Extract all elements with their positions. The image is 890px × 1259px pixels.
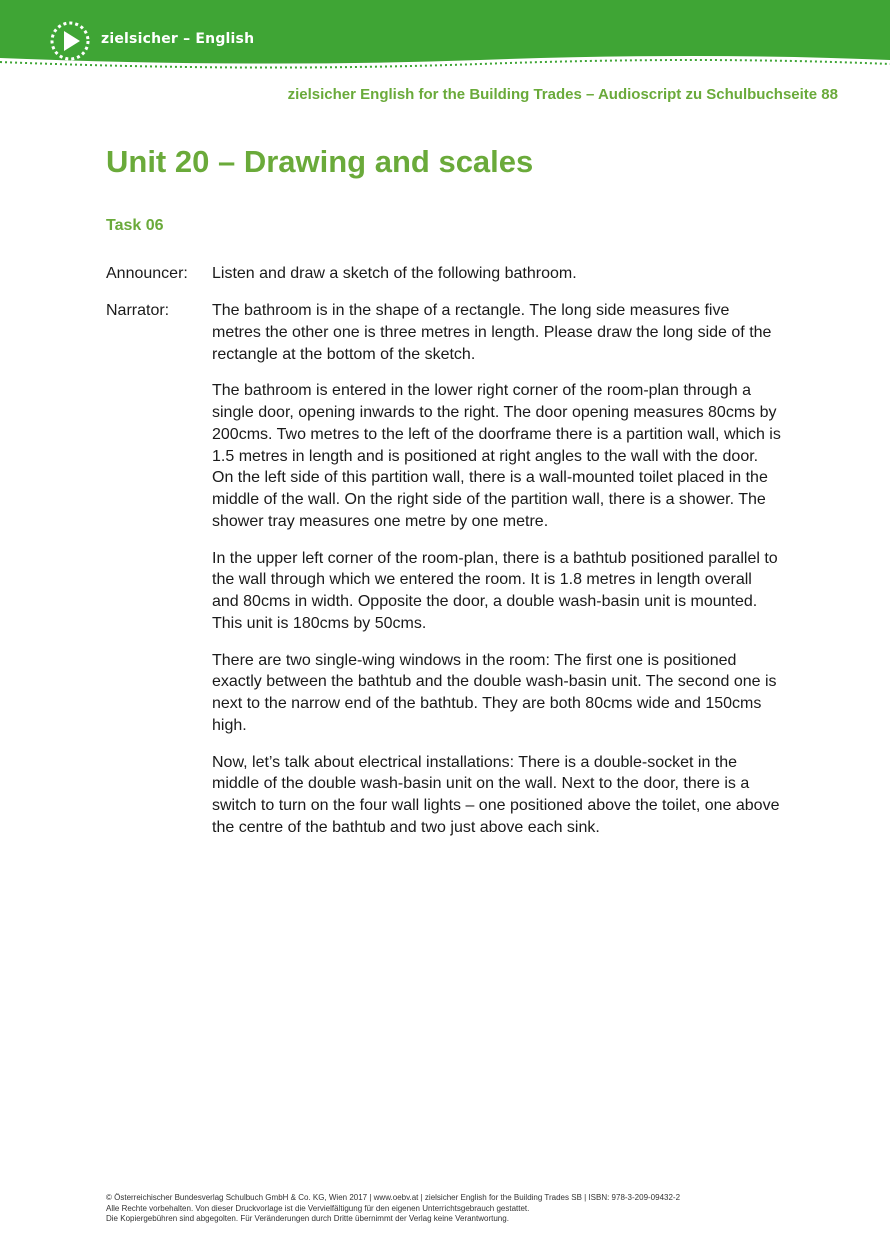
- speaker-label-narrator: Narrator:: [106, 302, 170, 319]
- footer-copyright: [106, 1193, 806, 1225]
- speech-paragraph: Now, let’s talk about electrical installations: There is a double-socket in the middle of the double wash-basin unit on the wall. Next to the door, there is a switch to turn on the four wall lights – one positioned above the toilet, one above the centre of the bathtub and two just above each sink.: [212, 753, 780, 836]
- header-banner: [0, 0, 890, 80]
- footer-line: Alle Rechte vorbehalten. Von dieser Druckvorlage ist die Vervielfältigung für den eigenen Unterrichtsgebrauch gestattet.: [106, 1203, 530, 1213]
- brand-name: zielsicher – English: [101, 31, 255, 47]
- page-subtitle: zielsicher English for the Building Trades – Audioscript zu Schulbuchseite 88: [287, 86, 838, 103]
- speech-paragraph: The bathroom is entered in the lower right corner of the room-plan through a single door, opening inwards to the right. The door opening measures 80cms by 200cms. Two metres to the left of the doorframe there is a partition wall, which is 1.5 metres in length and is positioned at right angles to the wall with the door. On the left side of this partition wall, there is a wall-mounted toilet placed in the middle of the wall. On the right side of the partition wall, there is a shower. The shower tray measures one metre by one metre.: [212, 382, 781, 530]
- narrator-speech: [212, 300, 782, 854]
- play-logo-icon: [49, 20, 91, 62]
- footer-line: © Österreichischer Bundesverlag Schulbuch GmbH & Co. KG, Wien 2017 | www.oebv.at | zielsicher English for the Building Trades SB | ISBN: 978-3-209-09432-2: [106, 1193, 681, 1202]
- task-label: Task 06: [106, 217, 164, 234]
- speech-paragraph: There are two single-wing windows in the room: The first one is positioned exactly between the bathtub and the double wash-basin unit. The second one is next to the narrow end of the bathtub. They are both 80cms wide and 150cms high.: [212, 651, 777, 734]
- footer-line: Die Kopiergebühren sind abgegolten. Für Veränderungen durch Dritte übernimmt der Verlag keine Verantwortung.: [106, 1214, 509, 1223]
- announcer-speech: [212, 263, 782, 300]
- speaker-label-announcer: Announcer:: [106, 265, 188, 282]
- speech-paragraph: In the upper left corner of the room-plan, there is a bathtub positioned parallel to the wall through which we entered the room. It is 1.8 metres in length overall and 80cms in width. Opposite the door, a double wash-basin unit is mounted. This unit is 180cms by 50cms.: [212, 549, 778, 632]
- page-title: Unit 20 – Drawing and scales: [106, 144, 534, 179]
- speech-paragraph: The bathroom is in the shape of a rectangle. The long side measures five metres the other one is three metres in length. Please draw the long side of the rectangle at the bottom of the sketch.: [212, 302, 772, 363]
- speech-paragraph: Listen and draw a sketch of the following bathroom.: [212, 265, 577, 282]
